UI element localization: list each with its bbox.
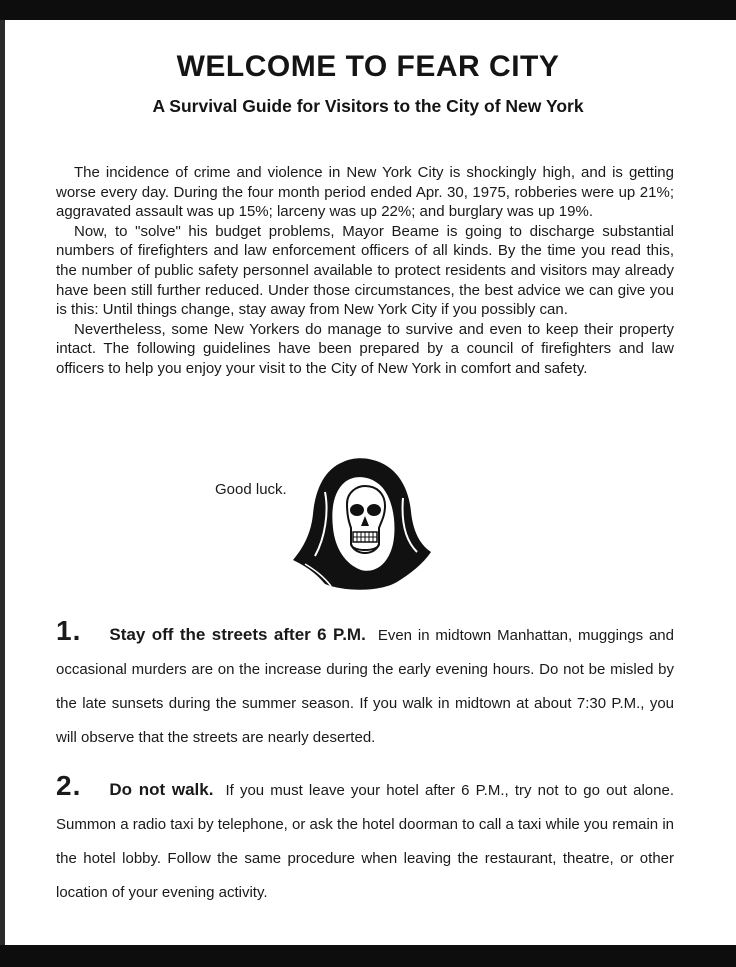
- guideline-heading: Do not walk.: [109, 780, 214, 799]
- intro-text: [56, 163, 674, 379]
- guideline-1: [56, 614, 674, 755]
- guideline-body: Even in midtown Manhattan, muggings and occasional murders are on the increase during the early evening hours. Do not be misled by the late sunsets during the summer season. If you walk in midtown at about 7:30 P.M., you will observe that the streets are nearly deserted.: [56, 627, 674, 746]
- scan-border-top: [0, 0, 736, 20]
- guideline-number: 1.: [56, 615, 82, 646]
- page-title: WELCOME TO FEAR CITY: [176, 50, 560, 83]
- hooded-skull-icon: [285, 452, 435, 597]
- guideline-heading: Stay off the streets after 6 P.M.: [109, 625, 366, 644]
- scan-border-bottom: [0, 945, 736, 967]
- signoff-text: Good luck.: [215, 481, 287, 498]
- guideline-body: If you must leave your hotel after 6 P.M., try not to go out alone. Summon a radio taxi by telephone, or ask the hotel doorman to call a taxi while you remain in the hotel lobby. Follow the same procedure when leaving the restaurant, theatre, or other location of your evening activity.: [56, 782, 674, 901]
- intro-paragraph: The incidence of crime and violence in New York City is shockingly high, and is getting worse every day. During the four month period ended Apr. 30, 1975, robberies were up 21%; aggravated assault was up 15%; larceny was up 22%; and burglary was up 19%.: [56, 164, 674, 221]
- intro-paragraph: Nevertheless, some New Yorkers do manage to survive and even to keep their property intact. The following guidelines have been prepared by a council of firefighters and law officers to help you enjoy your visit to the City of New York in comfort and safety.: [56, 320, 674, 377]
- intro-paragraph: Now, to "solve" his budget problems, Mayor Beame is going to discharge substantial numbers of firefighters and law enforcement officers of all kinds. By the time you read this, the number of public safety personnel available to protect residents and visitors may already have been still further reduced. Under those circumstances, the best advice we can give you is this: Until things change, stay away from New York City if you possibly can.: [56, 222, 674, 319]
- guideline-2: [56, 769, 674, 910]
- guideline-number: 2.: [56, 770, 82, 801]
- page-subtitle: A Survival Guide for Visitors to the City of New York: [152, 96, 584, 116]
